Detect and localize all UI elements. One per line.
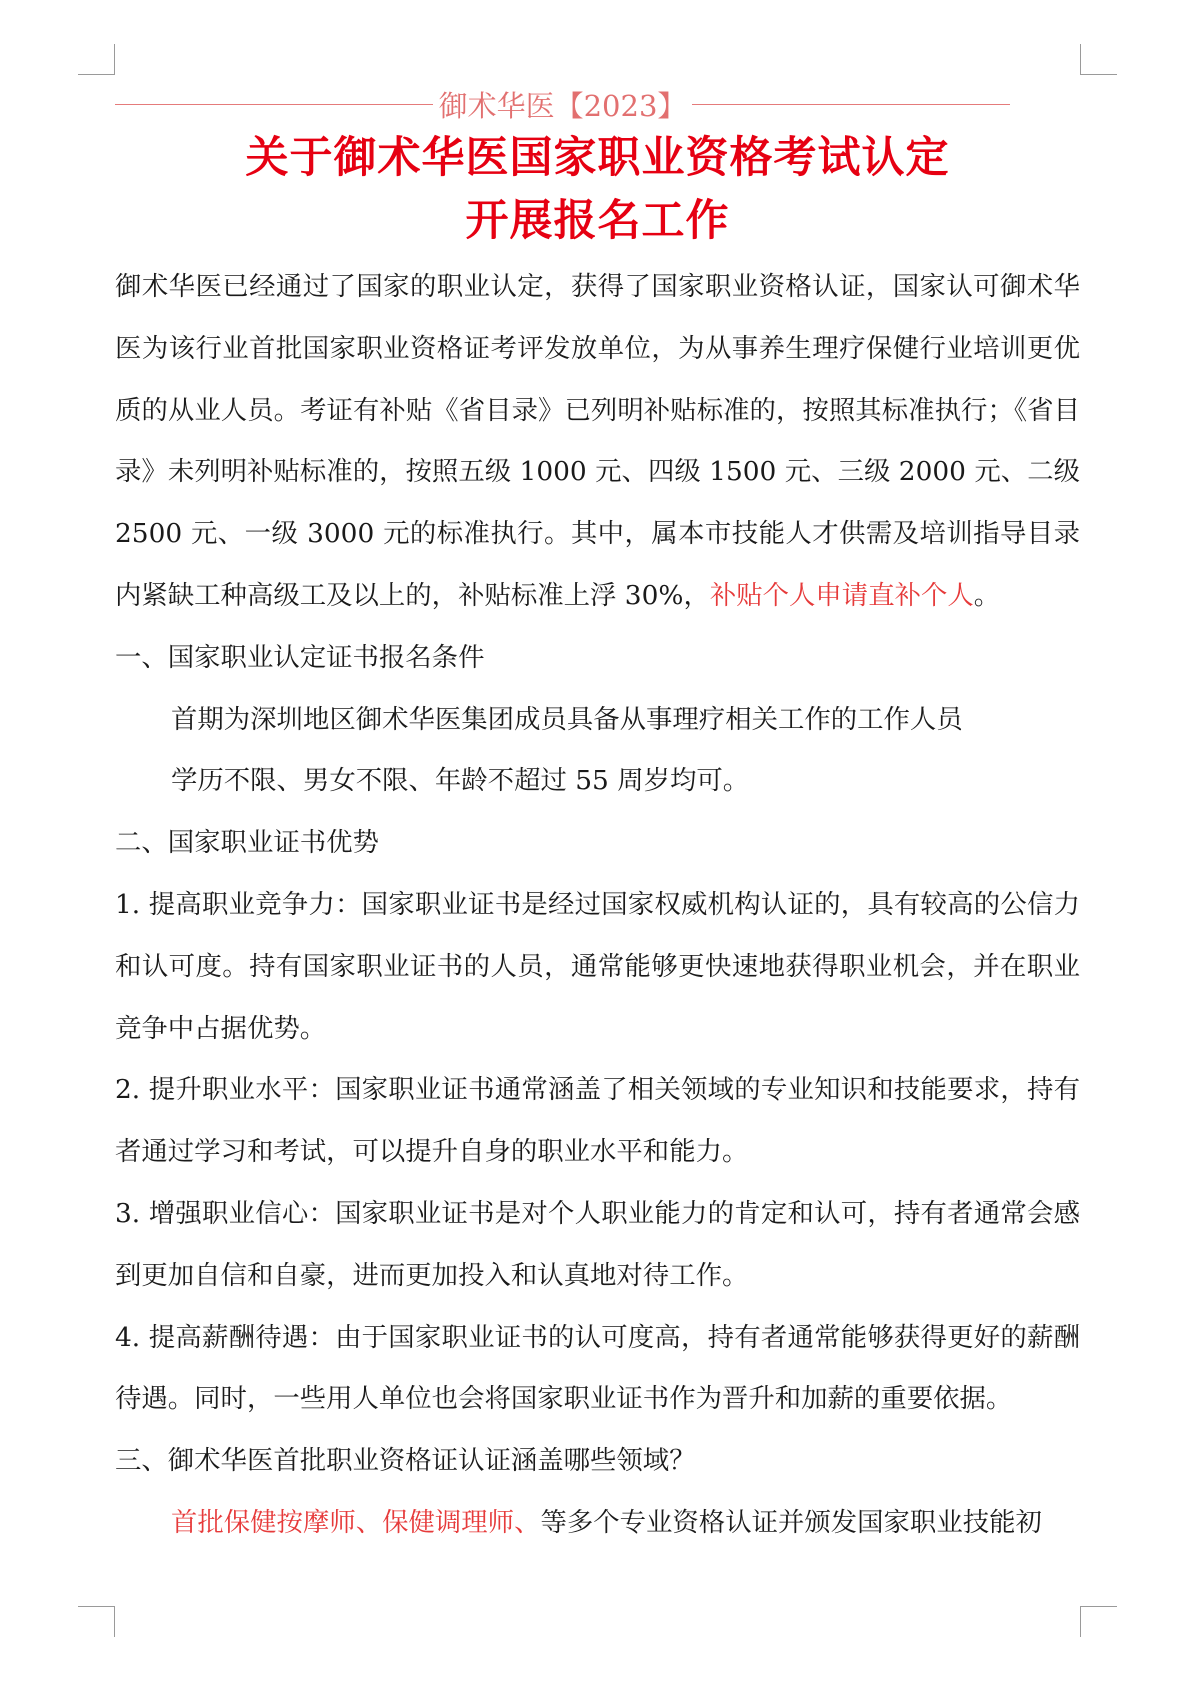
document-header (115, 84, 1010, 124)
crop-mark-bottom-right (1080, 1606, 1117, 1637)
section-2-item-3: 3. 增强职业信心：国家职业证书是对个人职业能力的肯定和认可，持有者通常会感到更加自信和自豪，进而更加投入和认真地对待工作。 (115, 1197, 1080, 1291)
intro-text: 御术华医已经通过了国家的职业认定，获得了国家职业资格认证，国家认可御术华医为该行业首批国家职业资格证考评发放单位，为从事养生理疗保健行业培训更优质的从业人员。考证有补贴《省目录》已列明补贴标准的，按照其标准执行；《省目录》未列明补贴标准的，按照五级 1000 元、四级 1500 元、三级 2000 元、二级 2500 元、一级 3000 元的标准执行。其中，属本市技能人才供需及培训指导目录内紧缺工种高级工及以上的，补贴标准上浮 30%， (115, 271, 1080, 611)
section-1-heading: 一、国家职业认定证书报名条件 (115, 641, 485, 673)
crop-mark-top-right (1080, 44, 1117, 75)
header-text: 御术华医【2023】 (438, 88, 687, 123)
crop-mark-bottom-left (78, 1606, 115, 1637)
section-2-item-2: 2. 提升职业水平：国家职业证书通常涵盖了相关领域的专业知识和技能要求，持有者通过学习和考试，可以提升自身的职业水平和能力。 (115, 1074, 1080, 1168)
section-2-item-4: 4. 提高薪酬待遇：由于国家职业证书的认可度高，持有者通常能够获得更好的薪酬待遇。同时，一些用人单位也会将国家职业证书作为晋升和加薪的重要依据。 (115, 1321, 1080, 1415)
header-rule-left (115, 104, 433, 105)
section-3-highlight: 首批保健按摩师、保健调理师、 (171, 1506, 541, 1538)
section-1-line-2: 学历不限、男女不限、年龄不超过 55 周岁均可。 (171, 765, 750, 797)
section-3-paragraph (115, 1492, 1080, 1554)
section-3-text: 等多个专业资格认证并颁发国家职业技能初 (540, 1506, 1042, 1538)
section-2-item-1: 1. 提高职业竞争力：国家职业证书是经过国家权威机构认证的，具有较高的公信力和认可度。持有国家职业证书的人员，通常能够更快速地获得职业机会，并在职业竞争中占据优势。 (115, 888, 1080, 1044)
intro-paragraph (115, 256, 1080, 627)
document-body (115, 256, 1080, 1554)
intro-highlight: 补贴个人申请直补个人 (709, 579, 974, 611)
section-1-line-1: 首期为深圳地区御术华医集团成员具备从事理疗相关工作的工作人员 (171, 703, 963, 735)
header-rule-right (692, 104, 1010, 105)
title-line-1: 关于御术华医国家职业资格考试认定 (245, 133, 950, 183)
title-line-2: 开展报名工作 (465, 196, 730, 246)
section-2-heading: 二、国家职业证书优势 (115, 827, 379, 859)
section-3-heading: 三、御术华医首批职业资格证认证涵盖哪些领域？ (115, 1445, 696, 1477)
intro-end: 。 (973, 579, 1001, 611)
crop-mark-top-left (78, 44, 115, 75)
